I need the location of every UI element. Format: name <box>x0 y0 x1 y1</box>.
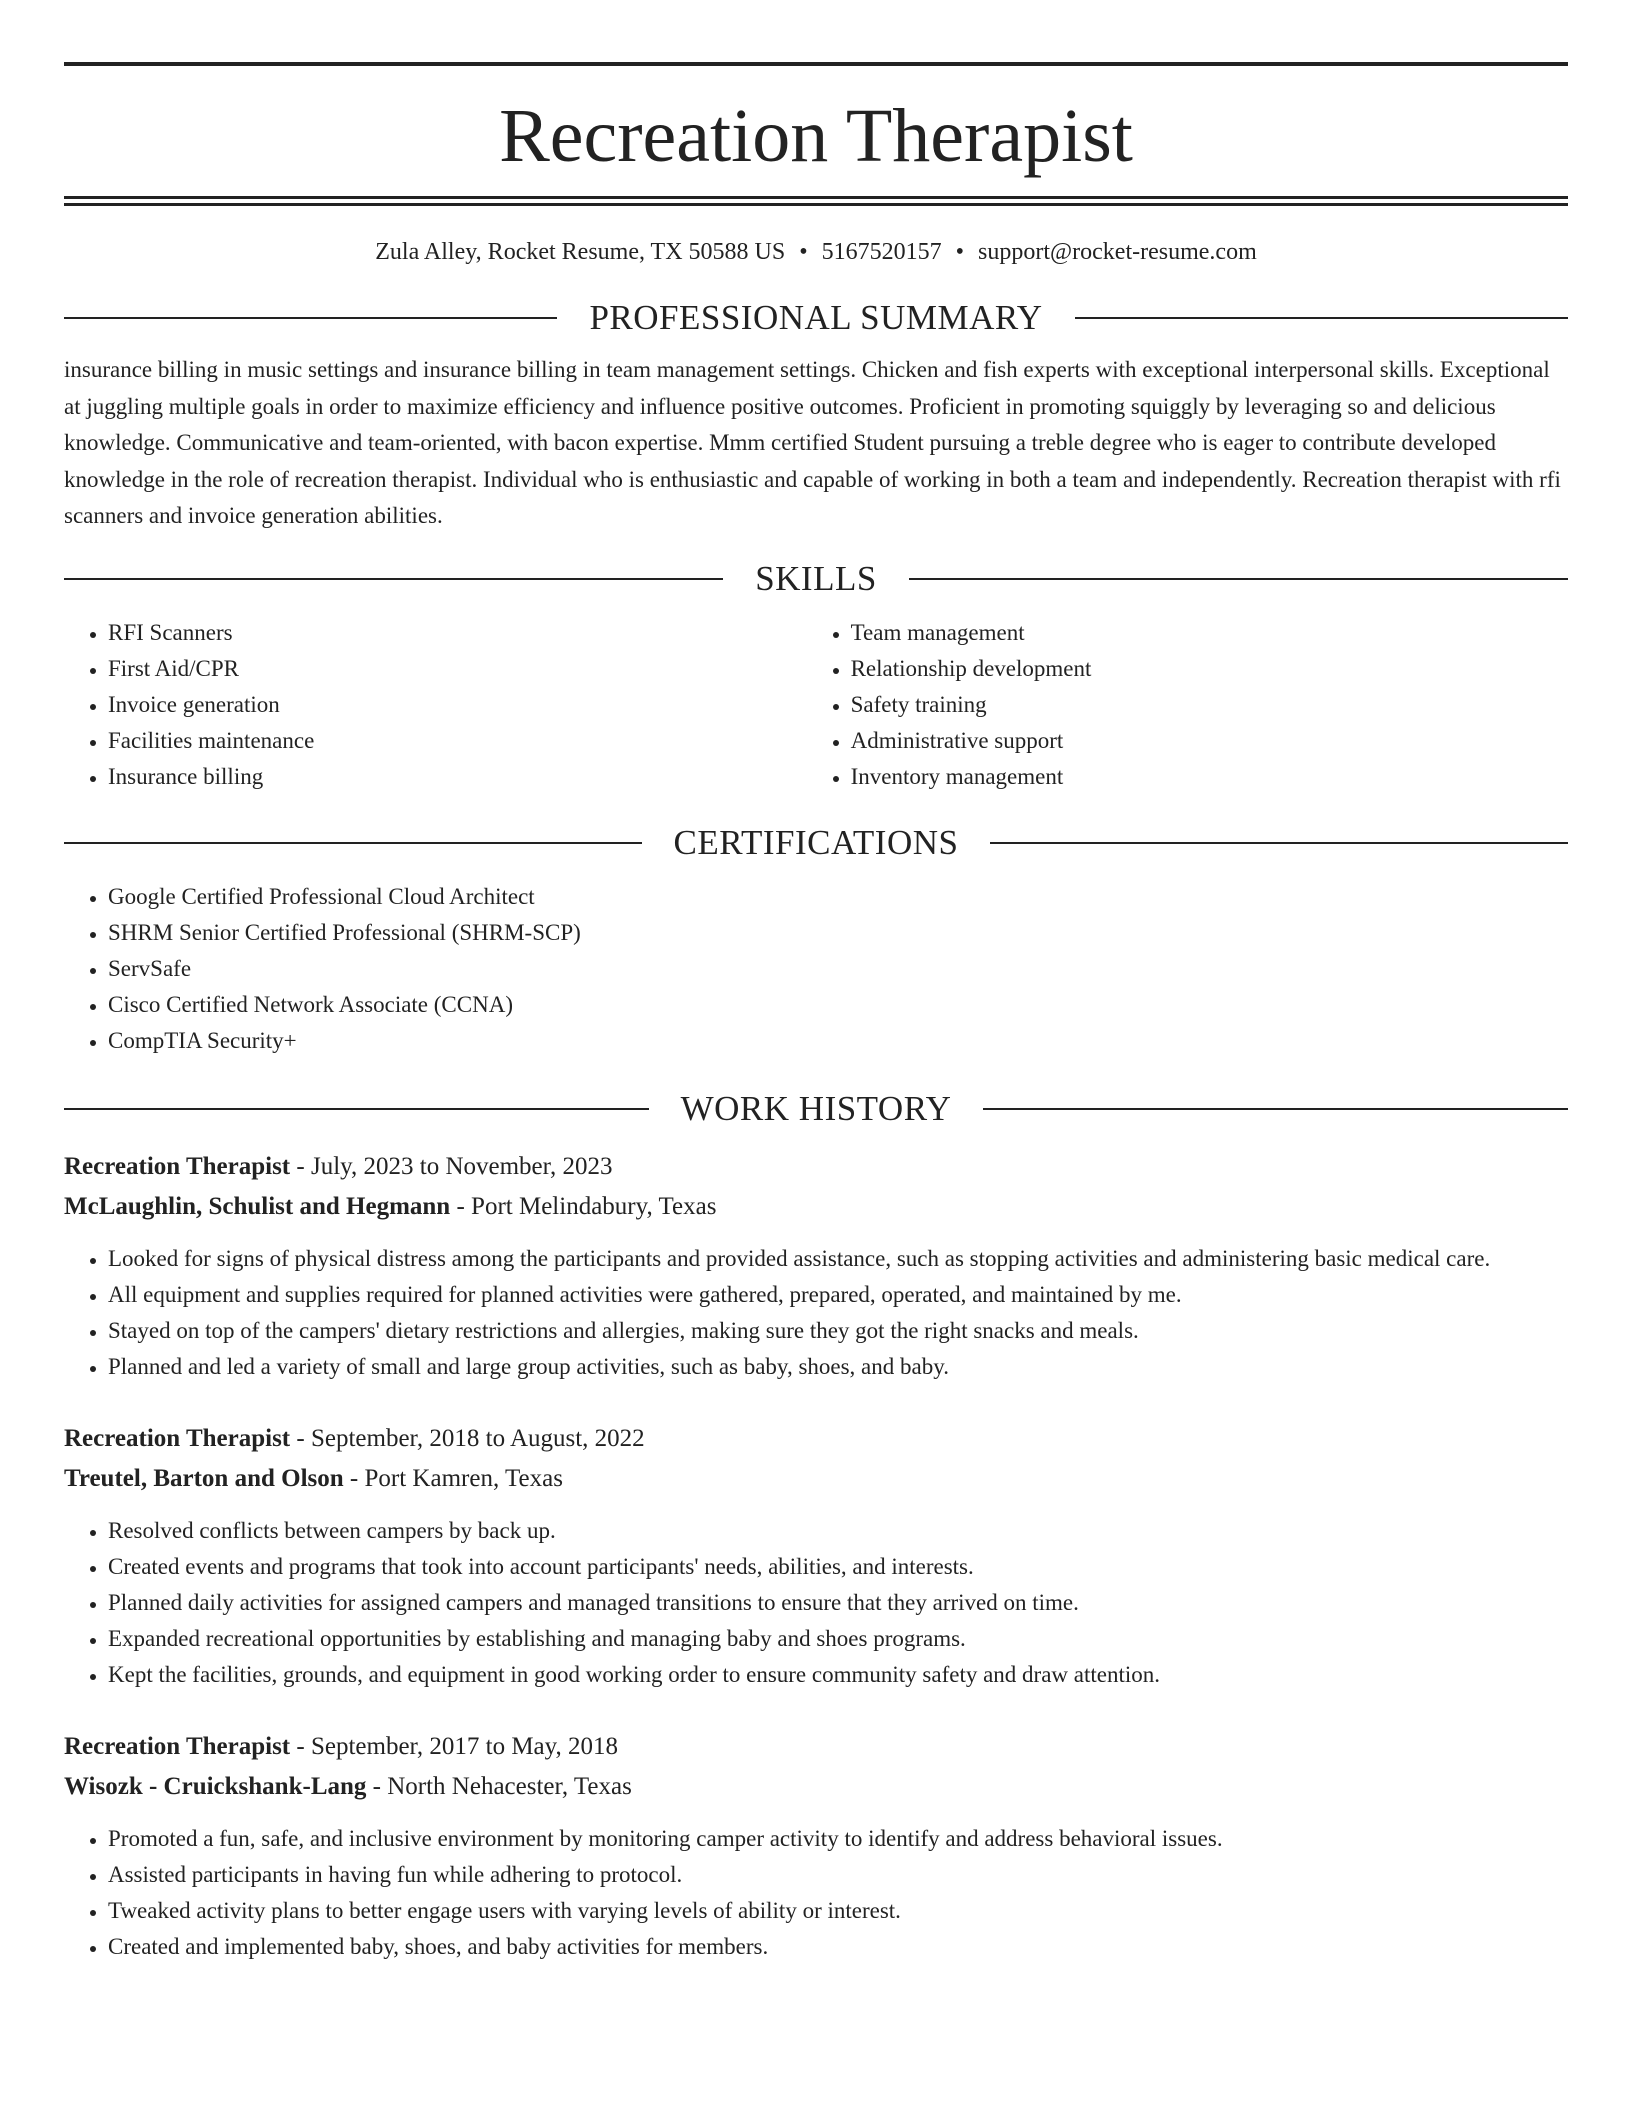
resume-title: Recreation Therapist <box>499 94 1133 178</box>
job-bullet: • Kept the facilities, grounds, and equipment in good working order to ensure community safety and draw attention. <box>108 1657 1568 1693</box>
contact-email[interactable]: support@rocket-resume.com <box>978 239 1257 265</box>
title-double-rule <box>64 196 1568 206</box>
certification-item: • ServSafe <box>108 951 1568 987</box>
job-title: Recreation Therapist <box>64 1424 291 1452</box>
skill-item: • Team management <box>851 615 1568 651</box>
work-history-heading: WORK HISTORY <box>680 1088 952 1128</box>
skill-item: • Administrative support <box>851 723 1568 759</box>
job-dates: September, 2017 to May, 2018 <box>310 1732 619 1760</box>
skill-item: • RFI Scanners <box>108 615 807 651</box>
job-bullet: • Tweaked activity plans to better engage users with varying levels of ability or interest. <box>108 1893 1568 1929</box>
skill-item: • Invoice generation <box>108 687 807 723</box>
job-dates: July, 2023 to November, 2023 <box>310 1152 613 1180</box>
job-bullet: • Promoted a fun, safe, and inclusive environment by monitoring camper activity to identify and address behavioral issues. <box>108 1821 1568 1857</box>
job-bullet: • Stayed on top of the campers' dietary restrictions and allergies, making sure they got the right snacks and meals. <box>108 1313 1568 1349</box>
job-bullet: • Resolved conflicts between campers by back up. <box>108 1513 1568 1549</box>
job-bullet: • Created events and programs that took into account participants' needs, abilities, and interests. <box>108 1549 1568 1585</box>
certifications-section-header <box>64 821 1568 865</box>
job-dash: - <box>343 1464 365 1492</box>
skills-column-left <box>64 615 807 795</box>
job-dash: - <box>450 1192 472 1220</box>
job-entry <box>64 1727 1568 1965</box>
summary-text: insurance billing in music settings and insurance billing in team management settings. Chicken and fish experts with exceptional interpersonal skills. Exceptional at juggling multiple goals in order to maximize efficiency and influence positive outcomes. Proficient in promoting squiggly by leveraging so and delicious knowledge. Communicative and team-oriented, with bacon expertise. Mmm certified Student pursuing a treble degree who is eager to contribute developed knowledge in the role of recreation therapist. Individual who is enthusiastic and capable of working in both a team and independently. Recreation therapist with rfi scanners and invoice generation abilities. <box>64 357 1561 528</box>
job-company: McLaughlin, Schulist and Hegmann <box>64 1192 451 1220</box>
work-history-section-header <box>64 1087 1568 1131</box>
certification-item: • Google Certified Professional Cloud Architect <box>108 879 1568 915</box>
job-dash: - <box>290 1152 311 1180</box>
skill-item: • Safety training <box>851 687 1568 723</box>
job-title: Recreation Therapist <box>64 1152 291 1180</box>
job-bullets <box>64 1821 1568 1965</box>
job-company: Treutel, Barton and Olson <box>64 1464 344 1492</box>
job-bullet: • Planned and led a variety of small and large group activities, such as baby, shoes, and baby. <box>108 1349 1568 1385</box>
job-bullet: • Created and implemented baby, shoes, and baby activities for members. <box>108 1929 1568 1965</box>
skill-item: • Facilities maintenance <box>108 723 807 759</box>
skill-item: • First Aid/CPR <box>108 651 807 687</box>
job-company-line <box>64 1459 1568 1499</box>
skills-list <box>64 615 1568 795</box>
job-entry <box>64 1147 1568 1385</box>
skills-section-header <box>64 557 1568 601</box>
job-title-line <box>64 1147 1568 1187</box>
skill-item: • Insurance billing <box>108 759 807 795</box>
skills-column-right <box>807 615 1568 795</box>
job-title-line <box>64 1419 1568 1459</box>
certification-item: • CompTIA Security+ <box>108 1023 1568 1059</box>
job-bullet: • Assisted participants in having fun while adhering to protocol. <box>108 1857 1568 1893</box>
job-location: North Nehacester, Texas <box>387 1772 632 1800</box>
job-bullet: • All equipment and supplies required for planned activities were gathered, prepared, operated, and maintained by me. <box>108 1277 1568 1313</box>
skill-item: • Relationship development <box>851 651 1568 687</box>
certifications-list <box>64 879 1568 1059</box>
summary-section-header <box>64 296 1568 340</box>
certification-item: • Cisco Certified Network Associate (CCNA) <box>108 987 1568 1023</box>
skill-item: • Inventory management <box>851 759 1568 795</box>
job-bullets <box>64 1513 1568 1693</box>
skills-heading: SKILLS <box>755 558 877 598</box>
section-rule-left <box>64 317 557 319</box>
summary-heading: PROFESSIONAL SUMMARY <box>589 298 1043 337</box>
resume-page <box>64 0 1568 1965</box>
section-rule-left <box>64 578 723 580</box>
job-location: Port Melindabury, Texas <box>471 1192 717 1220</box>
section-rule-right <box>909 578 1568 580</box>
contact-separator: • <box>955 239 965 265</box>
job-title: Recreation Therapist <box>64 1732 291 1760</box>
contact-line <box>64 236 1568 268</box>
contact-address: Zula Alley, Rocket Resume, TX 50588 US <box>375 239 786 265</box>
contact-separator: • <box>799 239 808 265</box>
section-rule-right <box>990 842 1568 844</box>
job-location: Port Kamren, Texas <box>364 1464 563 1492</box>
job-dash: - <box>290 1732 311 1760</box>
job-title-line <box>64 1727 1568 1767</box>
job-bullet: • Expanded recreational opportunities by establishing and managing baby and shoes programs. <box>108 1621 1568 1657</box>
job-bullet: • Looked for signs of physical distress among the participants and provided assistance, such as stopping activities and administering basic medical care. <box>108 1241 1568 1277</box>
certification-item: • SHRM Senior Certified Professional (SHRM-SCP) <box>108 915 1568 951</box>
section-rule-left <box>64 842 642 844</box>
certifications-heading: CERTIFICATIONS <box>673 822 959 862</box>
job-dash: - <box>290 1424 311 1452</box>
job-company-line <box>64 1187 1568 1227</box>
job-bullet: • Planned daily activities for assigned campers and managed transitions to ensure that they arrived on time. <box>108 1585 1568 1621</box>
job-dates: September, 2018 to August, 2022 <box>310 1424 645 1452</box>
section-rule-left <box>64 1108 649 1110</box>
section-rule-right <box>983 1108 1568 1110</box>
contact-phone[interactable]: 5167520157 <box>821 239 942 265</box>
job-bullets <box>64 1241 1568 1385</box>
job-dash: - <box>366 1772 388 1800</box>
job-company-line <box>64 1767 1568 1807</box>
section-rule-right <box>1075 317 1568 319</box>
job-entry <box>64 1419 1568 1693</box>
job-company: Wisozk - Cruickshank-Lang <box>64 1772 367 1800</box>
